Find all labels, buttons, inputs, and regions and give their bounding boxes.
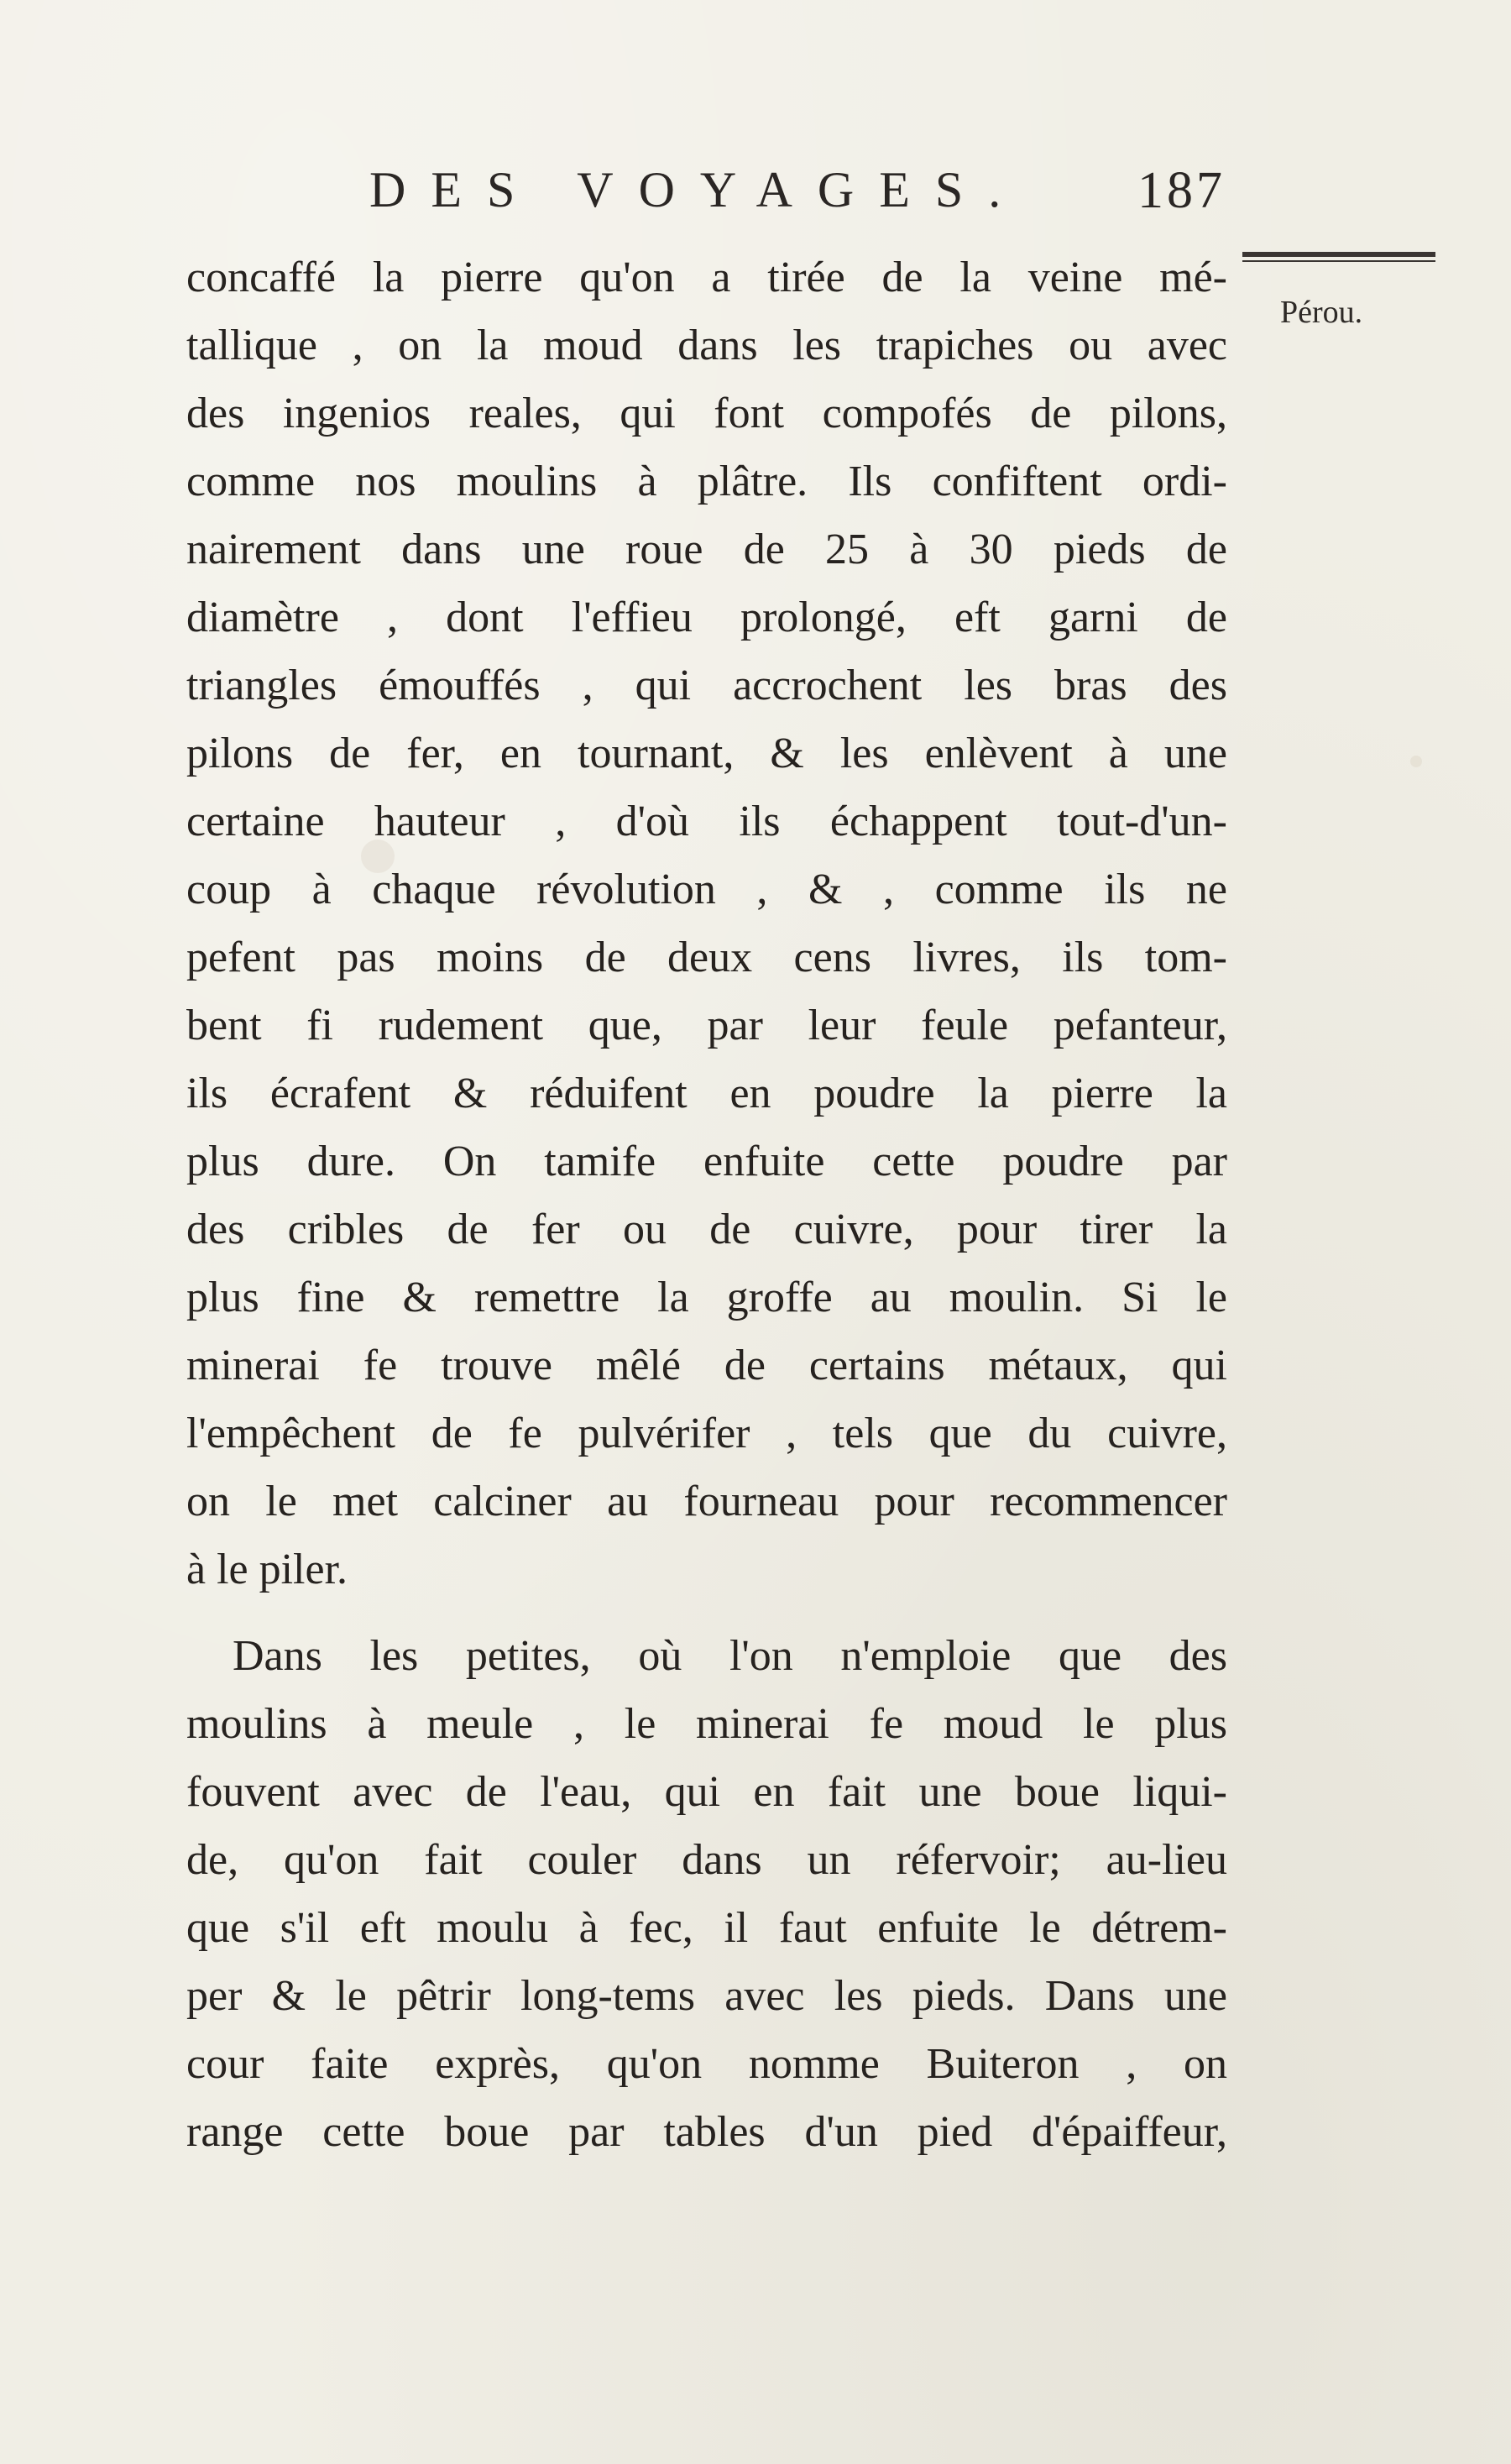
- page-header: [369, 161, 1226, 237]
- margin-note: Pérou.: [1280, 295, 1363, 330]
- text-line: pefent pas moins de deux cens livres, ils tom-: [186, 934, 1227, 981]
- text-line: diamètre , dont l'effieu prolongé, eft garni de: [186, 594, 1227, 641]
- text-line: fouvent avec de l'eau, qui en fait une boue liqui-: [186, 1768, 1227, 1816]
- text-line: plus fine & remettre la groffe au moulin. Si le: [186, 1274, 1227, 1321]
- text-line: nairement dans une roue de 25 à 30 pieds de: [186, 526, 1227, 573]
- page-number: 187: [1137, 162, 1226, 219]
- text-line: per & le pêtrir long-tems avec les pieds. Dans une: [186, 1972, 1227, 2020]
- text-line: que s'il eft moulu à fec, il faut enfuite le détrem-: [186, 1904, 1227, 1952]
- paragraph-2: [186, 1622, 1227, 2166]
- text-line: minerai fe trouve mêlé de certains métaux, qui: [186, 1342, 1227, 1389]
- text-line: l'empêchent de fe pulvérifer , tels que du cuivre,: [186, 1410, 1227, 1457]
- text-line: bent fi rudement que, par leur feule pefanteur,: [186, 1002, 1227, 1049]
- text-line: comme nos moulins à plâtre. Ils confiftent ordi-: [186, 458, 1227, 505]
- body-text: [186, 243, 1227, 2166]
- rule-thin: [1242, 260, 1435, 262]
- text-line: certaine hauteur , d'où ils échappent tout-d'un-: [186, 798, 1227, 845]
- text-line: ils écrafent & réduifent en poudre la pierre la: [186, 1070, 1227, 1117]
- text-line: des cribles de fer ou de cuivre, pour tirer la: [186, 1206, 1227, 1253]
- text-line: Dans les petites, où l'on n'emploie que des: [233, 1632, 1227, 1680]
- text-line: coup à chaque révolution , & , comme ils ne: [186, 866, 1227, 913]
- running-head: DES VOYAGES.: [369, 162, 1027, 217]
- text-line: moulins à meule , le minerai fe moud le plus: [186, 1700, 1227, 1748]
- margin-rule: [1242, 252, 1435, 264]
- text-line: concaffé la pierre qu'on a tirée de la veine mé-: [186, 254, 1227, 301]
- paper-stain: [1410, 756, 1422, 767]
- text-line: de, qu'on fait couler dans un réfervoir; au-lieu: [186, 1836, 1227, 1884]
- text-line: à le piler.: [186, 1546, 348, 1593]
- paragraph-1: [186, 243, 1227, 1603]
- text-line: on le met calciner au fourneau pour recommencer: [186, 1478, 1227, 1525]
- text-line: cour faite exprès, qu'on nomme Buiteron , on: [186, 2040, 1227, 2088]
- text-line: des ingenios reales, qui font compofés de pilons,: [186, 390, 1227, 437]
- text-line: triangles émouffés , qui accrochent les bras des: [186, 662, 1227, 709]
- rule-thick: [1242, 252, 1435, 257]
- text-line: pilons de fer, en tournant, & les enlèvent à une: [186, 730, 1227, 777]
- text-line: range cette boue par tables d'un pied d'épaiffeur,: [186, 2108, 1227, 2156]
- text-line: tallique , on la moud dans les trapiches ou avec: [186, 322, 1227, 369]
- text-line: plus dure. On tamife enfuite cette poudre par: [186, 1138, 1227, 1185]
